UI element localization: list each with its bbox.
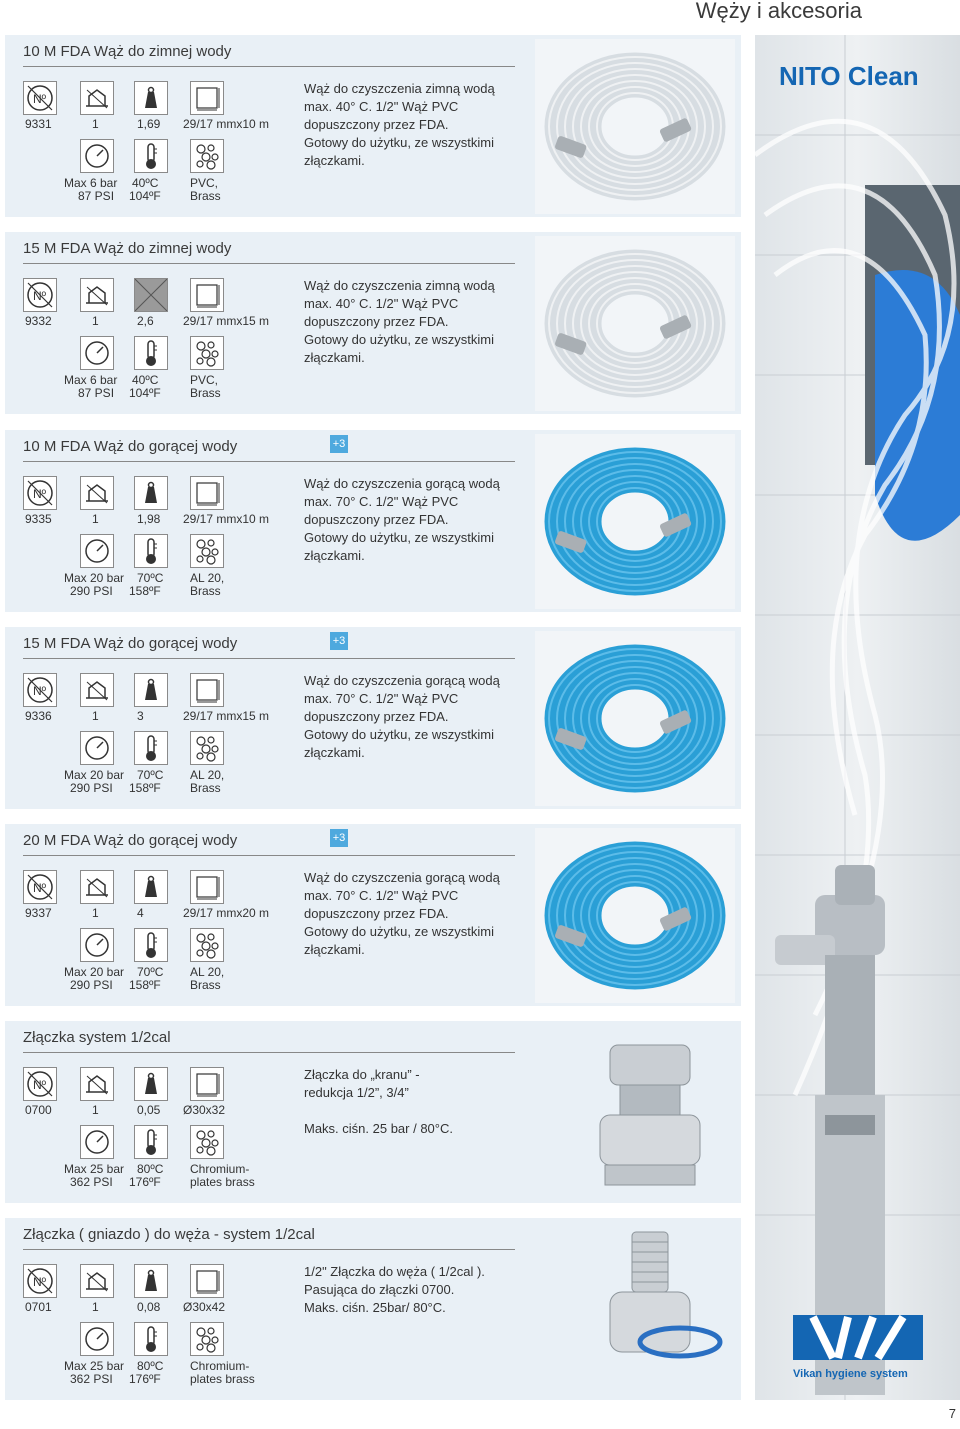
description-line: Wąż do czyszczenia zimną wodą xyxy=(304,81,495,96)
hose-clear-icon xyxy=(535,236,735,411)
pressure-bar: Max 6 bar xyxy=(64,176,118,190)
product-section xyxy=(5,1218,741,1400)
pressure-bar: Max 20 bar xyxy=(64,571,125,585)
dimensions-icon xyxy=(190,278,224,312)
temperature-icon xyxy=(134,139,168,173)
product-description xyxy=(304,80,495,170)
tap-connector-icon xyxy=(550,1025,750,1200)
item-number-icon xyxy=(23,278,57,312)
description-line: dopuszczony przez FDA. xyxy=(304,906,449,921)
pallet-icon xyxy=(80,870,114,904)
page-header xyxy=(0,0,960,26)
description-line: złączkami. xyxy=(304,548,365,563)
product-photo xyxy=(535,39,735,214)
product-photo xyxy=(550,1025,750,1200)
section-title: 15 M FDA Wąż do zimnej wody xyxy=(23,240,232,257)
pallet-icon xyxy=(80,1264,114,1298)
page-number: 7 xyxy=(948,1406,956,1421)
section-divider xyxy=(23,1249,515,1250)
dimensions-icon xyxy=(190,870,224,904)
product-description xyxy=(304,672,500,762)
section-divider xyxy=(23,263,515,264)
weight-icon xyxy=(134,1264,168,1298)
pressure-psi: 290 PSI xyxy=(70,584,113,598)
item-weight: 2,6 xyxy=(137,314,154,328)
item-weight: 0,08 xyxy=(137,1300,161,1314)
svg-text:Nº: Nº xyxy=(33,487,47,501)
material-icon xyxy=(190,1125,224,1159)
item-dimensions: 29/17 mmx20 m xyxy=(183,906,270,920)
pressure-bar: Max 20 bar xyxy=(64,768,125,782)
temperature-icon xyxy=(134,731,168,765)
hose-blue-icon xyxy=(535,631,735,806)
temperature-f: 104ºF xyxy=(129,189,161,203)
section-title: 10 M FDA Wąż do zimnej wody xyxy=(23,43,232,60)
section-title: Złączka ( gniazdo ) do węża - system 1/2cal xyxy=(23,1226,315,1243)
plus-badge: +3 xyxy=(330,632,348,650)
material-line1: PVC, xyxy=(190,176,219,190)
item-code: 0701 xyxy=(25,1300,52,1314)
material-line2: plates brass xyxy=(190,1372,255,1386)
material-line1: AL 20, xyxy=(190,571,225,585)
temperature-c: 70ºC xyxy=(137,965,164,979)
vikan-logo xyxy=(793,1305,943,1385)
description-line: dopuszczony przez FDA. xyxy=(304,709,449,724)
description-line: Gotowy do użytku, ze wszystkimi xyxy=(304,530,494,545)
section-divider xyxy=(23,1052,515,1053)
section-title: 10 M FDA Wąż do gorącej wody xyxy=(23,438,238,455)
description-line: złączkami. xyxy=(304,942,365,957)
pressure-icon xyxy=(80,928,114,962)
item-weight: 1,69 xyxy=(137,117,161,131)
product-description xyxy=(304,1066,453,1138)
pallet-icon xyxy=(80,81,114,115)
temperature-icon xyxy=(134,928,168,962)
material-line1: PVC, xyxy=(190,373,219,387)
item-code: 9336 xyxy=(25,709,52,723)
item-dimensions: 29/17 mmx10 m xyxy=(183,117,270,131)
description-line: dopuszczony przez FDA. xyxy=(304,117,449,132)
weight-icon xyxy=(134,870,168,904)
temperature-f: 104ºF xyxy=(129,386,161,400)
pallet-icon xyxy=(80,1067,114,1101)
description-line: Wąż do czyszczenia gorącą wodą xyxy=(304,870,500,885)
item-quantity: 1 xyxy=(92,512,99,526)
dimensions-icon xyxy=(190,1067,224,1101)
weight-icon xyxy=(134,1067,168,1101)
description-line: Gotowy do użytku, ze wszystkimi xyxy=(304,135,494,150)
svg-text:Vikan hygiene system: Vikan hygiene system xyxy=(793,1368,908,1380)
item-quantity: 1 xyxy=(92,1103,99,1117)
temperature-f: 158ºF xyxy=(129,978,161,992)
product-section xyxy=(5,1021,741,1203)
pressure-psi: 290 PSI xyxy=(70,978,113,992)
description-line: max. 40° C. 1/2" Wąż PVC xyxy=(304,99,459,114)
product-photo xyxy=(550,1222,750,1397)
description-line: Wąż do czyszczenia gorącą wodą xyxy=(304,476,500,491)
nito-logo-icon xyxy=(777,55,937,95)
item-number-icon xyxy=(23,1067,57,1101)
section-title: 20 M FDA Wąż do gorącej wody xyxy=(23,832,238,849)
pressure-icon xyxy=(80,1125,114,1159)
description-line: Gotowy do użytku, ze wszystkimi xyxy=(304,332,494,347)
product-photo xyxy=(535,631,735,806)
description-line: złączkami. xyxy=(304,745,365,760)
description-line: Pasująca do złączki 0700. xyxy=(304,1282,455,1297)
material-icon xyxy=(190,336,224,370)
pressure-bar: Max 6 bar xyxy=(64,373,118,387)
material-line2: Brass xyxy=(190,189,221,203)
weight-icon xyxy=(134,81,168,115)
dimensions-icon xyxy=(190,476,224,510)
no-weight-icon xyxy=(134,278,168,312)
temperature-c: 70ºC xyxy=(137,768,164,782)
pressure-psi: 87 PSI xyxy=(78,189,115,203)
temperature-c: 80ºC xyxy=(137,1162,164,1176)
material-icon xyxy=(190,731,224,765)
material-line1: AL 20, xyxy=(190,768,225,782)
item-code: 9337 xyxy=(25,906,52,920)
svg-text:Nº: Nº xyxy=(33,92,47,106)
pressure-psi: 290 PSI xyxy=(70,781,113,795)
item-quantity: 1 xyxy=(92,314,99,328)
section-title: Złączka system 1/2cal xyxy=(23,1029,171,1046)
description-line: Wąż do czyszczenia zimną wodą xyxy=(304,278,495,293)
temperature-c: 40ºC xyxy=(132,176,159,190)
description-line: max. 70° C. 1/2" Wąż PVC xyxy=(304,888,459,903)
dimensions-icon xyxy=(190,81,224,115)
wall-tap-illustration-icon xyxy=(755,35,960,1400)
pressure-icon xyxy=(80,534,114,568)
item-quantity: 1 xyxy=(92,1300,99,1314)
item-number-icon xyxy=(23,81,57,115)
svg-text:NITO Clean: NITO Clean xyxy=(779,61,919,91)
nito-clean-logo xyxy=(777,55,937,95)
description-line: złączkami. xyxy=(304,153,365,168)
temperature-icon xyxy=(134,1322,168,1356)
pressure-icon xyxy=(80,731,114,765)
pressure-icon xyxy=(80,1322,114,1356)
description-line: Wąż do czyszczenia gorącą wodą xyxy=(304,673,500,688)
item-weight: 1,98 xyxy=(137,512,161,526)
tap-hose-photo xyxy=(755,35,960,1400)
hose-clear-icon xyxy=(535,39,735,214)
item-weight: 0,05 xyxy=(137,1103,161,1117)
item-weight: 3 xyxy=(137,709,144,723)
svg-text:Nº: Nº xyxy=(33,881,47,895)
product-photo xyxy=(535,434,735,609)
product-description xyxy=(304,869,500,959)
item-code: 9331 xyxy=(25,117,52,131)
hose-blue-icon xyxy=(535,828,735,1003)
product-section xyxy=(5,627,741,809)
material-line2: Brass xyxy=(190,386,221,400)
material-line2: Brass xyxy=(190,584,221,598)
item-number-icon xyxy=(23,1264,57,1298)
description-line: max. 70° C. 1/2" Wąż PVC xyxy=(304,691,459,706)
description-line: redukcja 1/2”, 3/4” xyxy=(304,1085,409,1100)
pressure-icon xyxy=(80,139,114,173)
temperature-c: 70ºC xyxy=(137,571,164,585)
temperature-f: 176ºF xyxy=(129,1175,161,1189)
hose-blue-icon xyxy=(535,434,735,609)
weight-icon xyxy=(134,673,168,707)
section-divider xyxy=(23,66,515,67)
material-line2: plates brass xyxy=(190,1175,255,1189)
pressure-bar: Max 25 bar xyxy=(64,1162,125,1176)
product-section xyxy=(5,35,741,217)
pressure-bar: Max 20 bar xyxy=(64,965,125,979)
plus-badge: +3 xyxy=(330,435,348,453)
temperature-f: 158ºF xyxy=(129,584,161,598)
description-line: 1/2" Złączka do węża ( 1/2cal ). xyxy=(304,1264,485,1279)
item-number-icon xyxy=(23,673,57,707)
description-line xyxy=(304,1102,453,1120)
pallet-icon xyxy=(80,278,114,312)
material-icon xyxy=(190,534,224,568)
svg-text:Nº: Nº xyxy=(33,684,47,698)
svg-text:Nº: Nº xyxy=(33,1275,47,1289)
dimensions-icon xyxy=(190,673,224,707)
plus-badge: +3 xyxy=(330,829,348,847)
item-code: 0700 xyxy=(25,1103,52,1117)
description-line: dopuszczony przez FDA. xyxy=(304,314,449,329)
svg-text:Nº: Nº xyxy=(33,289,47,303)
pressure-psi: 362 PSI xyxy=(70,1372,113,1386)
product-photo xyxy=(535,236,735,411)
product-section xyxy=(5,430,741,612)
pressure-psi: 87 PSI xyxy=(78,386,115,400)
temperature-f: 158ºF xyxy=(129,781,161,795)
item-weight: 4 xyxy=(137,906,144,920)
material-line1: Chromium- xyxy=(190,1359,250,1373)
temperature-icon xyxy=(134,336,168,370)
product-photo xyxy=(535,828,735,1003)
item-quantity: 1 xyxy=(92,117,99,131)
product-description xyxy=(304,277,495,367)
material-line2: Brass xyxy=(190,781,221,795)
product-section xyxy=(5,824,741,1006)
description-line: max. 40° C. 1/2" Wąż PVC xyxy=(304,296,459,311)
temperature-c: 40ºC xyxy=(132,373,159,387)
item-code: 9335 xyxy=(25,512,52,526)
pressure-psi: 362 PSI xyxy=(70,1175,113,1189)
pressure-bar: Max 25 bar xyxy=(64,1359,125,1373)
hose-connector-icon xyxy=(550,1222,750,1397)
material-line2: Brass xyxy=(190,978,221,992)
item-dimensions: Ø30x32 xyxy=(183,1103,226,1117)
temperature-c: 80ºC xyxy=(137,1359,164,1373)
section-divider xyxy=(23,658,515,659)
temperature-icon xyxy=(134,534,168,568)
pallet-icon xyxy=(80,476,114,510)
description-line: złączkami. xyxy=(304,350,365,365)
description-line: max. 70° C. 1/2" Wąż PVC xyxy=(304,494,459,509)
section-divider xyxy=(23,461,515,462)
item-code: 9332 xyxy=(25,314,52,328)
item-dimensions: 29/17 mmx15 m xyxy=(183,709,270,723)
pressure-icon xyxy=(80,336,114,370)
description-line: dopuszczony przez FDA. xyxy=(304,512,449,527)
item-number-icon xyxy=(23,476,57,510)
svg-text:Nº: Nº xyxy=(33,1078,47,1092)
weight-icon xyxy=(134,476,168,510)
item-number-icon xyxy=(23,870,57,904)
section-title: 15 M FDA Wąż do gorącej wody xyxy=(23,635,238,652)
item-dimensions: 29/17 mmx10 m xyxy=(183,512,270,526)
pallet-icon xyxy=(80,673,114,707)
item-dimensions: Ø30x42 xyxy=(183,1300,226,1314)
product-description xyxy=(304,1263,485,1317)
product-description xyxy=(304,475,500,565)
item-dimensions: 29/17 mmx15 m xyxy=(183,314,270,328)
temperature-icon xyxy=(134,1125,168,1159)
material-line1: AL 20, xyxy=(190,965,225,979)
product-section xyxy=(5,232,741,414)
vikan-logo-icon xyxy=(793,1305,943,1385)
description-line: Złączka do „kranu” - xyxy=(304,1067,420,1082)
item-quantity: 1 xyxy=(92,906,99,920)
description-line: Maks. ciśn. 25bar/ 80°C. xyxy=(304,1300,446,1315)
dimensions-icon xyxy=(190,1264,224,1298)
description-line: Maks. ciśn. 25 bar / 80°C. xyxy=(304,1121,453,1136)
page-title: Węży i akcesoria xyxy=(695,0,862,23)
description-line: Gotowy do użytku, ze wszystkimi xyxy=(304,924,494,939)
material-icon xyxy=(190,928,224,962)
material-icon xyxy=(190,139,224,173)
item-quantity: 1 xyxy=(92,709,99,723)
temperature-f: 176ºF xyxy=(129,1372,161,1386)
section-divider xyxy=(23,855,515,856)
material-line1: Chromium- xyxy=(190,1162,250,1176)
description-line: Gotowy do użytku, ze wszystkimi xyxy=(304,727,494,742)
material-icon xyxy=(190,1322,224,1356)
